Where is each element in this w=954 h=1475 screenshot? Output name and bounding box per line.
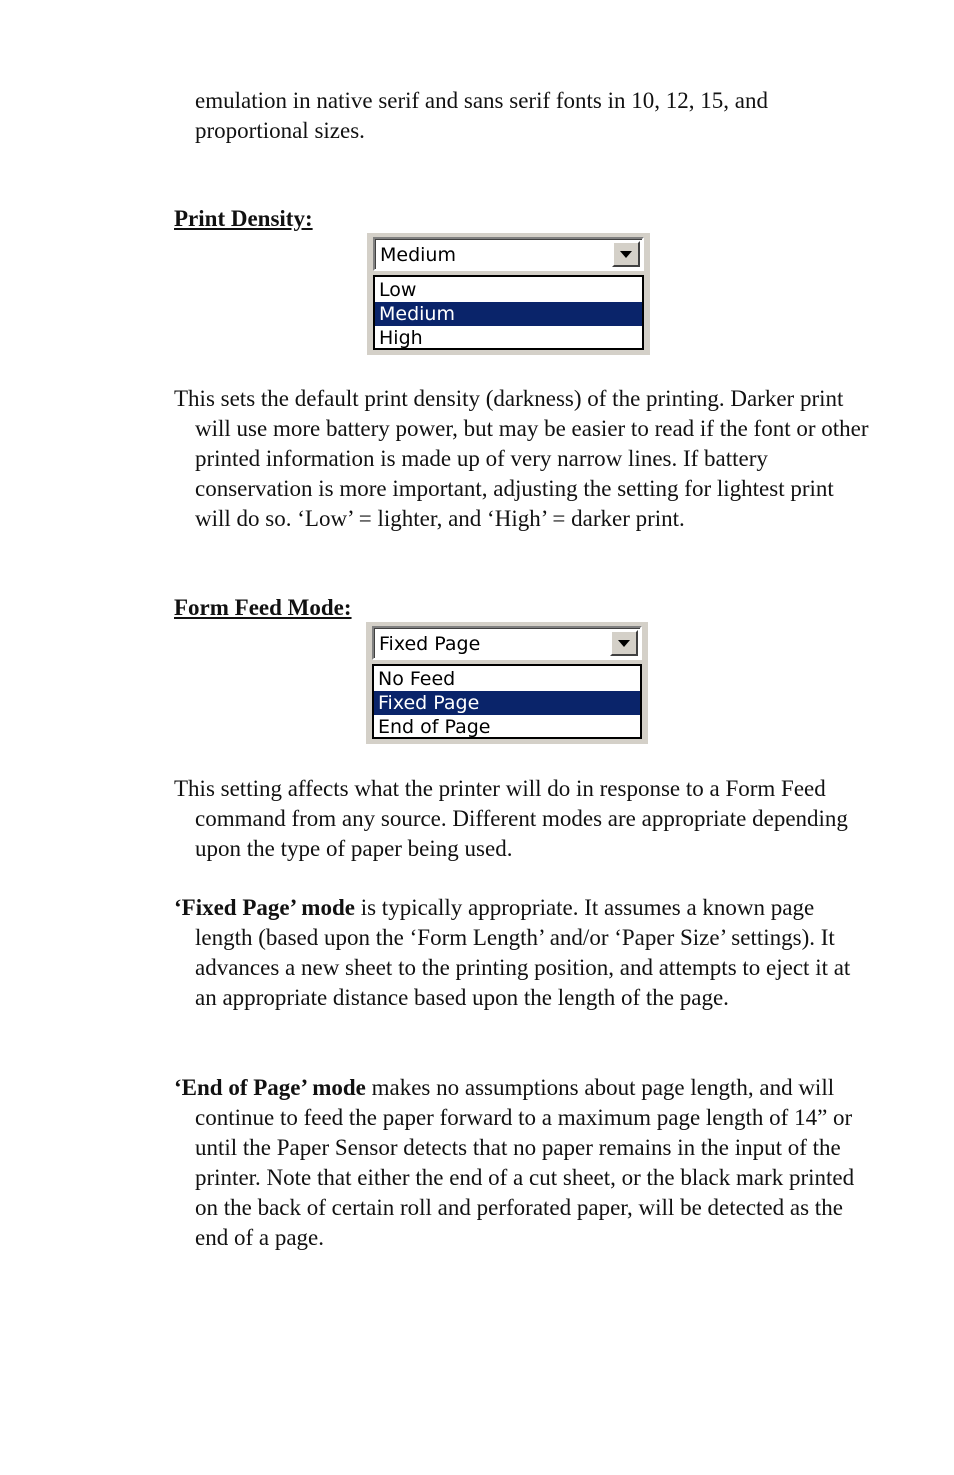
end-of-page-text: makes no assumptions about page length, and will continue to feed the paper forward to a maximum page length of 14” or until the Paper Sensor detects that no paper remains in the input of the printer. Note that either the end of a cut sheet, or the black mark printed on the back of certain roll and perforated paper, will be detected as the end of a page. <box>195 1075 855 1250</box>
form-feed-options-list <box>372 664 642 739</box>
print-density-description: This sets the default print density (darkness) of the printing. Darker print will use more battery power, but may be easier to read if the font or other printed information is made up of very narrow lines. If battery conservation is more important, adjusting the setting for lightest print will do so. ‘Low’ = lighter, and ‘High’ = darker print. <box>174 386 869 531</box>
print-density-dropdown[interactable] <box>367 233 650 355</box>
form-feed-description-block <box>174 774 874 864</box>
print-density-field[interactable] <box>373 237 644 271</box>
print-density-heading: Print Density: <box>174 206 313 231</box>
print-density-section <box>174 204 874 234</box>
end-of-page-block <box>174 1073 874 1253</box>
print-density-description-block <box>174 384 874 534</box>
print-density-options-list <box>373 275 644 350</box>
option-fixed-page[interactable]: Fixed Page <box>374 691 640 715</box>
form-feed-selected-value: Fixed Page <box>379 633 481 655</box>
print-density-selected-value: Medium <box>380 244 456 266</box>
fixed-page-paragraph <box>174 893 874 1013</box>
option-end-of-page[interactable]: End of Page <box>378 716 491 738</box>
form-feed-description: This setting affects what the printer will do in response to a Form Feed command from any source. Different modes are appropriate depending upon the type of paper being used. <box>174 776 848 861</box>
end-of-page-term: ‘End of Page’ mode <box>174 1075 366 1100</box>
form-feed-field[interactable] <box>372 626 642 660</box>
chevron-down-icon <box>618 640 630 647</box>
fixed-page-term: ‘Fixed Page’ mode <box>174 895 355 920</box>
option-high[interactable]: High <box>379 327 423 349</box>
dropdown-button[interactable] <box>612 241 640 267</box>
chevron-down-icon <box>620 251 632 258</box>
option-medium[interactable]: Medium <box>375 302 642 326</box>
form-feed-dropdown[interactable] <box>366 622 648 744</box>
intro-paragraph <box>174 86 864 146</box>
end-of-page-paragraph <box>174 1073 874 1253</box>
fixed-page-block <box>174 893 874 1013</box>
option-no-feed[interactable]: No Feed <box>378 668 456 690</box>
dropdown-button[interactable] <box>610 630 638 656</box>
option-low[interactable]: Low <box>379 279 417 301</box>
intro-text: emulation in native serif and sans serif fonts in 10, 12, 15, and proportional sizes. <box>195 88 768 143</box>
form-feed-heading: Form Feed Mode: <box>174 595 352 620</box>
fixed-page-text: is typically appropriate. It assumes a known page length (based upon the ‘Form Length’ and/or ‘Paper Size’ settings). It advances a new sheet to the printing position, and attempts to eject it at an appropriate distance based upon the length of the page. <box>195 895 851 1010</box>
form-feed-section <box>174 593 874 623</box>
